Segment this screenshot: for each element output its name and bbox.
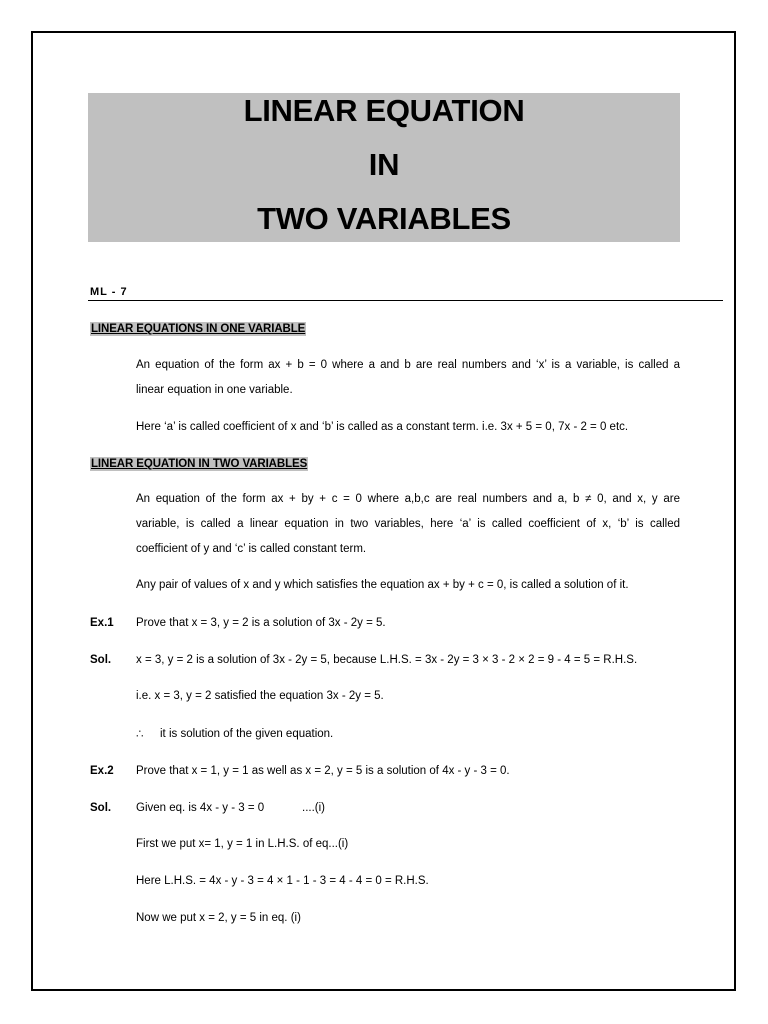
equation-reference: ....(i) [302, 802, 325, 814]
solution-line: it is solution of the given equation. [160, 728, 334, 740]
solution-line: First we put x= 1, y = 1 in L.H.S. of eq...(i) [136, 838, 349, 850]
title-line-1: LINEAR EQUATION [243, 93, 525, 128]
section-heading-two-variables: LINEAR EQUATION IN TWO VARIABLES [91, 458, 308, 470]
paragraph-line: coefficient of y and ‘c’ is called constant term. [136, 543, 367, 555]
paragraph-line: Here ‘a’ is called coefficient of x and ‘b’ is called as a constant term. i.e. 3x + 5 = 0, 7x - 2 = 0 etc. [136, 421, 629, 433]
solution-line: Given eq. is 4x - y - 3 = 0 [136, 802, 265, 814]
title-box [88, 93, 680, 242]
paragraph-line: An equation of the form ax + b = 0 where a and b are real numbers and ‘x’ is a variable, is called a [136, 359, 680, 371]
example-text: Prove that x = 1, y = 1 as well as x = 2, y = 5 is a solution of 4x - y - 3 = 0. [136, 765, 510, 777]
solution-line: x = 3, y = 2 is a solution of 3x - 2y = 5, because L.H.S. = 3x - 2y = 3 × 3 - 2 × 2 = 9 - 4 = 5 = R.H.S. [136, 654, 638, 666]
example-label: Ex.2 [90, 765, 114, 777]
solution-label: Sol. [90, 802, 112, 814]
title-line-2: IN [368, 147, 400, 182]
solution-line: i.e. x = 3, y = 2 satisfied the equation 3x - 2y = 5. [136, 690, 384, 702]
example-label: Ex.1 [90, 617, 114, 629]
solution-line: Here L.H.S. = 4x - y - 3 = 4 × 1 - 1 - 3 = 4 - 4 = 0 = R.H.S. [136, 875, 429, 887]
header-rule [88, 300, 723, 301]
therefore-symbol: ∴ [136, 727, 144, 741]
paragraph-line: Any pair of values of x and y which satisfies the equation ax + by + c = 0, is called a solution of it. [136, 579, 629, 591]
solution-line: Now we put x = 2, y = 5 in eq. (i) [136, 912, 301, 924]
module-code: ML - 7 [90, 286, 128, 298]
paragraph-line: An equation of the form ax + by + c = 0 where a,b,c are real numbers and a, b ≠ 0, and x, y are [136, 493, 680, 505]
title-line-3: TWO VARIABLES [257, 201, 511, 236]
paragraph-line: variable, is called a linear equation in two variables, here ‘a’ is called coefficient of x, ‘b’ is called [136, 518, 680, 530]
section-heading-one-variable: LINEAR EQUATIONS IN ONE VARIABLE [91, 323, 306, 335]
solution-label: Sol. [90, 654, 112, 666]
example-text: Prove that x = 3, y = 2 is a solution of 3x - 2y = 5. [136, 617, 386, 629]
paragraph-line: linear equation in one variable. [136, 384, 293, 396]
